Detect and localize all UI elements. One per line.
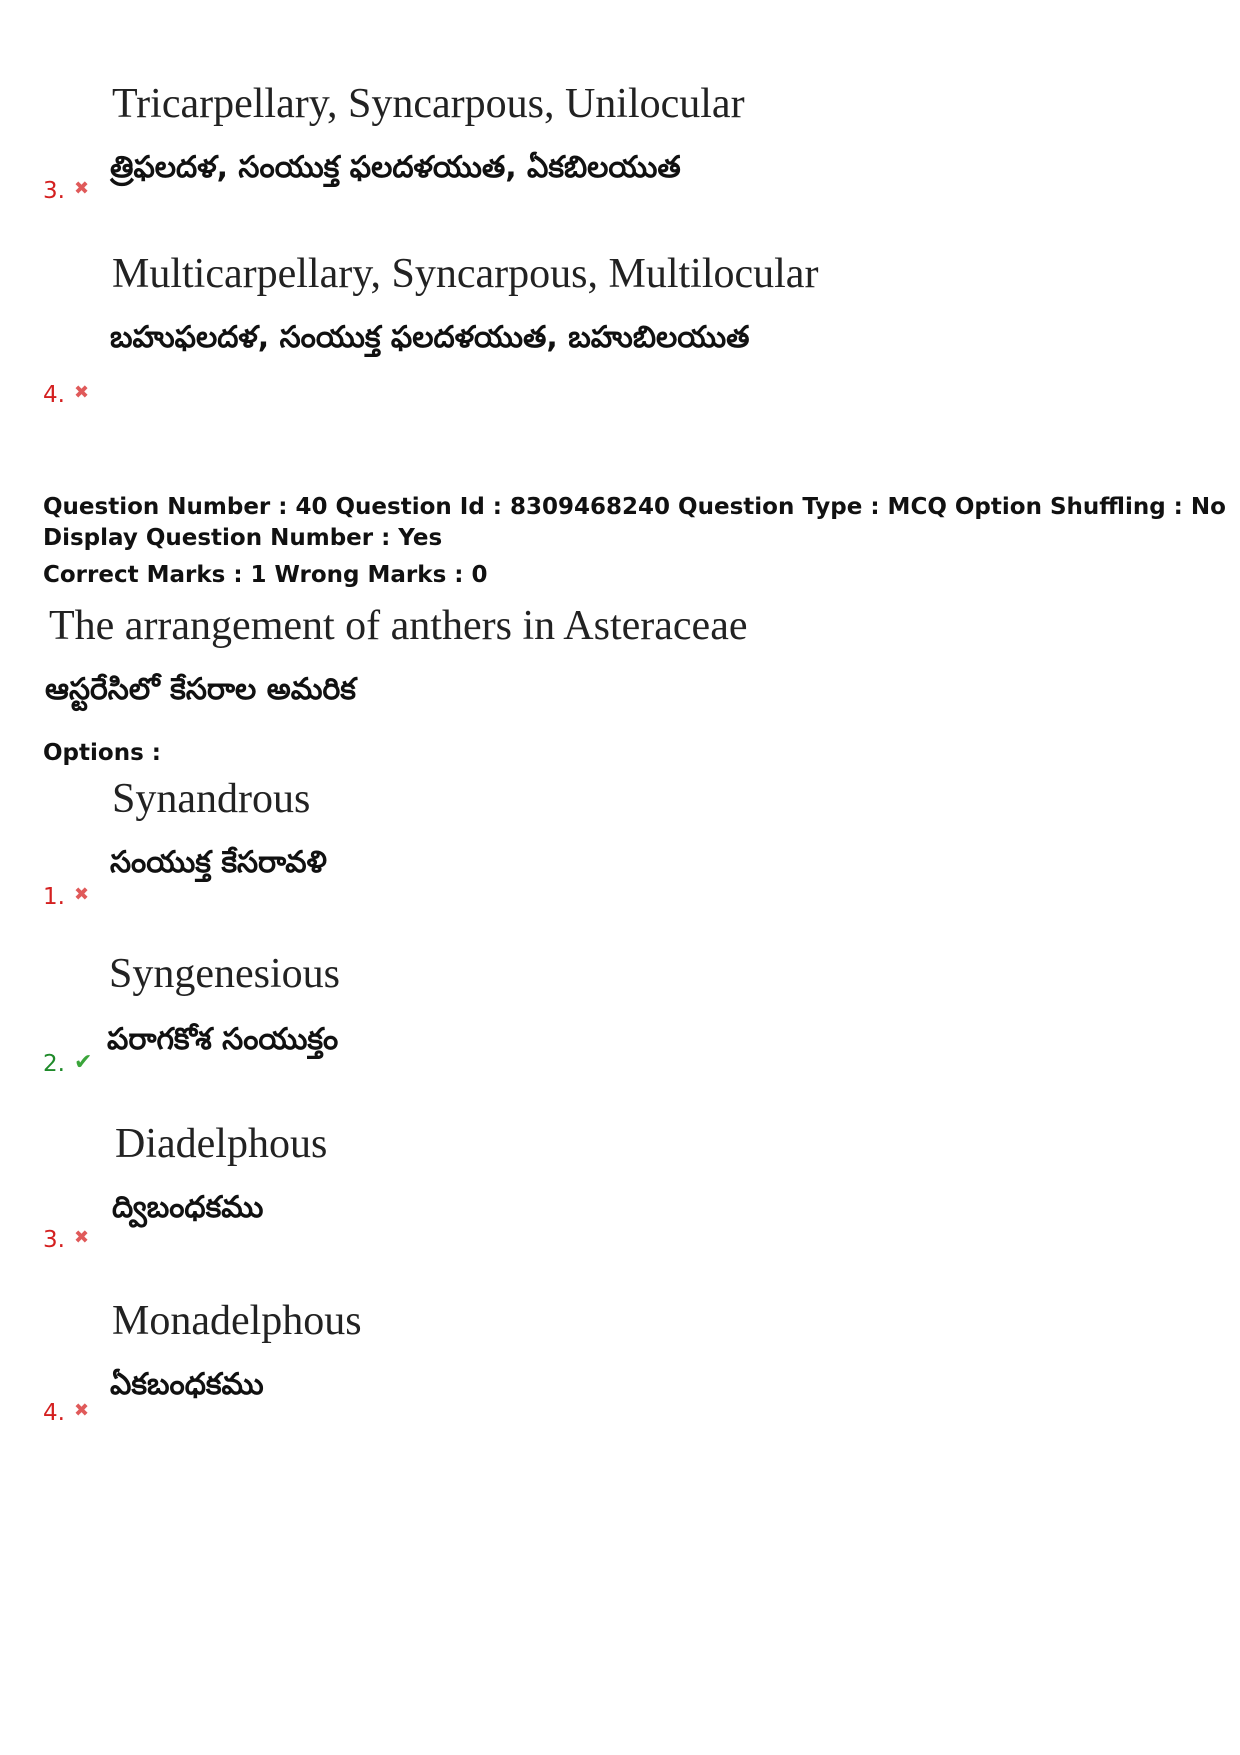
cross-icon: ✖	[73, 178, 90, 199]
option-1-telugu: సంయుక్త కేసరావళి	[110, 845, 327, 880]
question-marks: Correct Marks : 1 Wrong Marks : 0	[43, 562, 488, 588]
option-2-marker	[43, 1050, 92, 1077]
prev-option-4-telugu: బహుఫలదళ, సంయుక్త ఫలదళయుత, బహుబిలయుత	[110, 320, 750, 355]
option-4-marker	[43, 1400, 89, 1426]
option-3-english: Diadelphous	[115, 1121, 328, 1167]
option-2-english: Syngenesious	[109, 951, 340, 997]
cross-icon: ✖	[73, 1400, 90, 1421]
option-4-english: Monadelphous	[112, 1298, 362, 1344]
prev-option-3-telugu: త్రిఫలదళ, సంయుక్త ఫలదళయుత, ఏకబిలయుత	[110, 150, 681, 185]
option-3-telugu: ద్విబంధకము	[112, 1190, 264, 1225]
prev-option-4-marker	[43, 382, 89, 408]
question-meta-line2: Display Question Number : Yes	[43, 525, 443, 551]
check-icon: ✔	[73, 1050, 93, 1075]
prev-option-4-english: Multicarpellary, Syncarpous, Multilocular	[112, 251, 819, 297]
cross-icon: ✖	[73, 382, 90, 403]
question-text-telugu: ఆస్టరేసిలో కేసరాల అమరిక	[45, 672, 356, 707]
question-text-english: The arrangement of anthers in Asteraceae	[49, 603, 748, 649]
prev-option-3-marker	[43, 178, 89, 204]
option-3-marker	[43, 1227, 89, 1253]
option-1-english: Synandrous	[112, 776, 311, 822]
prev-option-3-english: Tricarpellary, Syncarpous, Unilocular	[112, 81, 745, 127]
option-number: 2.	[43, 1051, 65, 1077]
option-number: 3.	[43, 178, 65, 204]
option-2-telugu: పరాగకోశ సంయుక్తం	[107, 1022, 339, 1057]
option-number: 3.	[43, 1227, 65, 1253]
question-meta-line1: Question Number : 40 Question Id : 8309468240 Question Type : MCQ Option Shuffling : No	[43, 494, 1226, 520]
option-number: 1.	[43, 884, 65, 910]
option-number: 4.	[43, 1400, 65, 1426]
cross-icon: ✖	[73, 1227, 90, 1248]
options-label: Options :	[43, 740, 161, 766]
option-4-telugu: ఏకబంధకము	[110, 1367, 264, 1402]
option-number: 4.	[43, 382, 65, 408]
cross-icon: ✖	[73, 884, 90, 905]
option-1-marker	[43, 884, 89, 910]
